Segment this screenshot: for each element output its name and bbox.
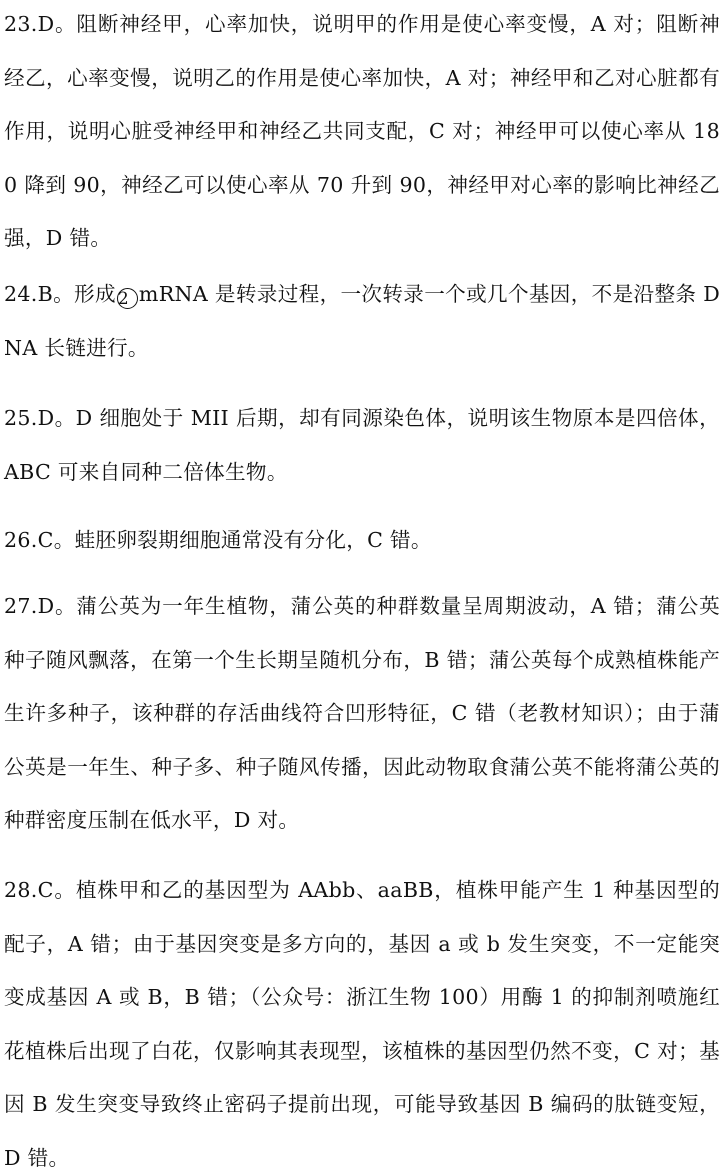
answer-24-prefix: 24.B。形成	[4, 282, 116, 306]
circled-number-2: 2	[117, 288, 138, 309]
answer-28-explanation: 28.C。植株甲和乙的基因型为 AAbb、aaBB，植株甲能产生 1 种基因型的配子，A 错；由于基因突变是多方向的，基因 a 或 b 发生突变，不一定能突变成基因 A 或 B，B 错；（公众号：浙江生物 100）用酶 1 的抑制剂喷施红花植株后出现了白花，仅影响其表现型，该植株的基因型仍然不变，C 对；基因 B 发生突变导致终止密码子提前出现，可能导致基因 B 编码的肽链变短，D 错。	[4, 878, 720, 1170]
answer-26-explanation: 26.C。蛙胚卵裂期细胞通常没有分化，C 错。	[4, 528, 432, 552]
answer-27-explanation: 27.D。蒲公英为一年生植物，蒲公英的种群数量呈周期波动，A 错；蒲公英种子随风飘落，在第一个生长期呈随机分布，B 错；蒲公英每个成熟植株能产生许多种子，该种群的存活曲线符合凹形特征，C 错（老教材知识）；由于蒲公英是一年生、种子多、种子随风传播，因此动物取食蒲公英不能将蒲公英的种群密度压制在低水平，D 对。	[4, 594, 720, 833]
answer-24-rest: mRNA 是转录过程，一次转录一个或几个基因，不是沿整条 DNA 长链进行。	[4, 282, 721, 360]
answer-25-explanation: 25.D。D 细胞处于 MII 后期，却有同源染色体，说明该生物原本是四倍体，ABC 可来自同种二倍体生物。	[4, 406, 720, 484]
answer-23-explanation: 23.D。阻断神经甲，心率加快，说明甲的作用是使心率变慢，A 对；阻断神经乙，心率变慢，说明乙的作用是使心率加快，A 对；神经甲和乙对心脏都有作用，说明心脏受神经甲和神经乙共同支配，C 对；神经甲可以使心率从 180 降到 90，神经乙可以使心率从 70 升到 90，神经甲对心率的影响比神经乙强，D 错。	[4, 12, 720, 251]
answer-24-explanation	[4, 268, 720, 375]
